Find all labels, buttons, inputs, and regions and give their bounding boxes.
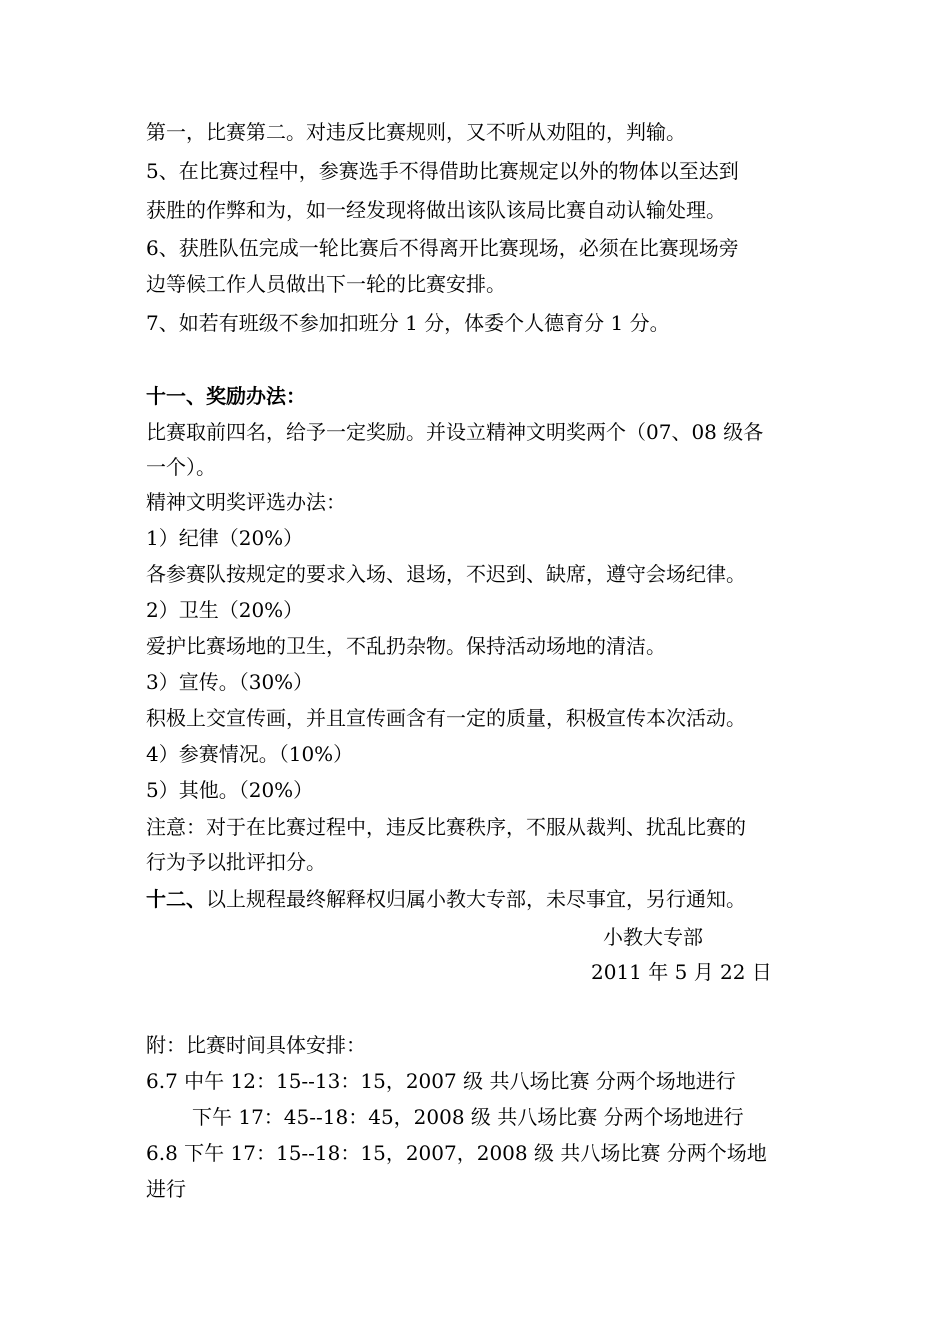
note-line-2: 行为予以批评扣分。 [146,850,326,874]
appendix-title: 附：比赛时间具体安排： [146,1033,366,1057]
rule-line-6: 7、如若有班级不参加扣班分 1 分，体委个人德育分 1 分。 [146,311,670,335]
section-12-prefix: 十二、 [146,887,206,911]
criterion-3-desc: 积极上交宣传画，并且宣传画含有一定的质量，积极宣传本次活动。 [146,706,746,730]
schedule-line-4: 进行 [146,1177,186,1201]
signature-date: 2011 年 5 月 22 日 [591,960,772,984]
criterion-5-label: 5）其他。（20%） [146,778,314,802]
criterion-3-label: 3）宣传。（30%） [146,670,314,694]
rule-line-3: 获胜的作弊和为，如一经发现将做出该队该局比赛自动认输处理。 [146,198,726,222]
schedule-line-3: 6.8 下午 17：15--18：15，2007，2008 级 共八场比赛 分两个场地 [146,1141,767,1165]
rule-line-5: 边等候工作人员做出下一轮的比赛安排。 [146,272,506,296]
rule-line-4: 6、获胜队伍完成一轮比赛后不得离开比赛现场，必须在比赛现场旁 [146,236,739,260]
rule-line-1: 第一，比赛第二。对违反比赛规则，又不听从劝阻的，判输。 [146,120,686,144]
schedule-line-2: 下午 17：45--18：45，2008 级 共八场比赛 分两个场地进行 [192,1105,744,1129]
section-12 [146,885,826,913]
schedule-line-1: 6.7 中午 12：15--13：15，2007 级 共八场比赛 分两个场地进行 [146,1069,736,1093]
criterion-1-desc: 各参赛队按规定的要求入场、退场，不迟到、缺席，遵守会场纪律。 [146,562,746,586]
section-11-intro-2: 一个）。 [146,455,216,479]
section-11-intro-1: 比赛取前四名，给予一定奖励。并设立精神文明奖两个（07、08 级各 [146,420,764,444]
criterion-2-label: 2）卫生（20%） [146,598,304,622]
criterion-4-label: 4）参赛情况。（10%） [146,742,354,766]
signature-org: 小教大专部 [603,925,703,949]
criterion-1-label: 1）纪律（20%） [146,526,304,550]
section-12-text: 以上规程最终解释权归属小教大专部，未尽事宜，另行通知。 [206,887,746,911]
criteria-title: 精神文明奖评选办法： [146,490,346,514]
section-11-heading: 十一、奖励办法： [146,384,306,408]
criterion-2-desc: 爱护比赛场地的卫生，不乱扔杂物。保持活动场地的清洁。 [146,634,666,658]
rule-line-2: 5、在比赛过程中，参赛选手不得借助比赛规定以外的物体以至达到 [146,159,739,183]
note-line-1: 注意：对于在比赛过程中，违反比赛秩序，不服从裁判、扰乱比赛的 [146,815,746,839]
